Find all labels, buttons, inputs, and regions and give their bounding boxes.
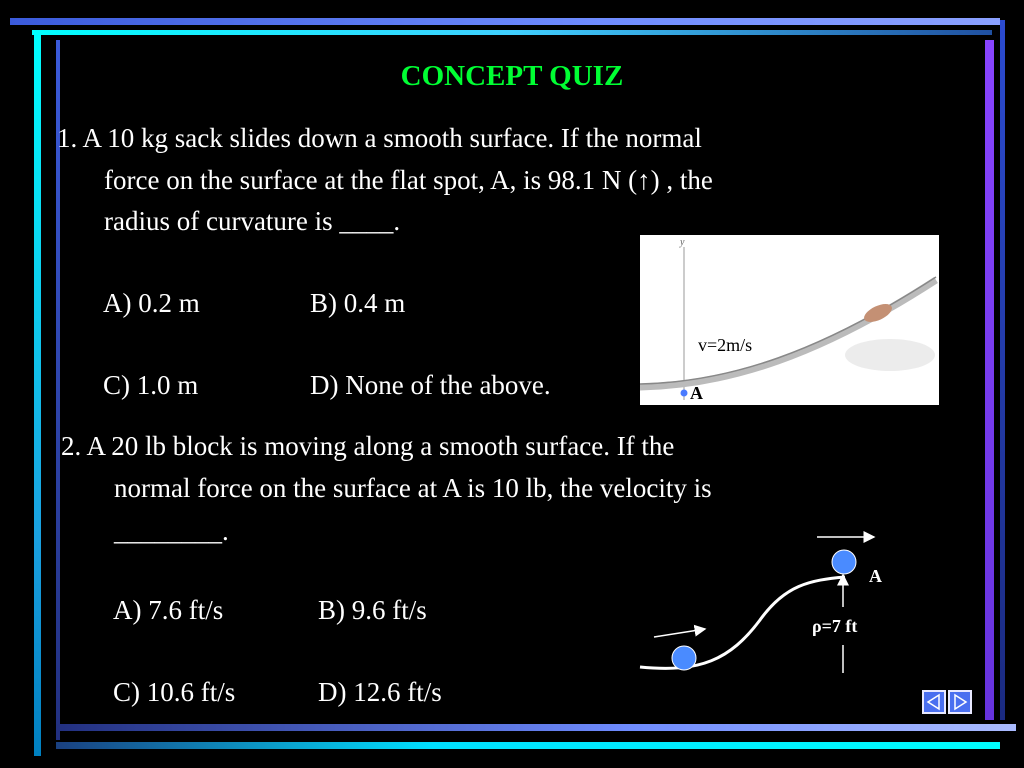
point-a-label: A [690, 383, 703, 403]
y-axis-label: y [680, 237, 685, 248]
q2-option-a: A) 7.6 ft/s [113, 595, 224, 625]
q2-line-2: normal force on the surface at A is 10 lb, the velocity is [114, 473, 712, 503]
point-a-marker [681, 390, 688, 397]
velocity-label: v=2m/s [698, 335, 753, 355]
frame-top-bar [10, 18, 1000, 25]
frame-bottom-inner-bar [56, 742, 1000, 749]
triangle-left-icon [924, 692, 944, 712]
prev-slide-button[interactable] [922, 690, 946, 714]
block-at-a [832, 550, 856, 574]
q2-line-3: ________. [114, 516, 229, 546]
q2-option-d: D) 12.6 ft/s [318, 677, 442, 707]
q2-line-1: 2. A 20 lb block is moving along a smooth surface. If the [61, 431, 675, 461]
point-a-label-2: A [869, 566, 882, 586]
q2-option-b: B) 9.6 ft/s [318, 595, 427, 625]
block-lower [672, 646, 696, 670]
next-slide-button[interactable] [948, 690, 972, 714]
q1-option-d: D) None of the above. [310, 370, 551, 400]
shadow-shape [845, 339, 935, 371]
q1-option-a: A) 0.2 m [103, 288, 200, 318]
frame-left-bar [34, 32, 41, 756]
q1-line-1: 1. A 10 kg sack slides down a smooth surface. If the normal [57, 123, 702, 153]
slide-title: CONCEPT QUIZ [400, 60, 624, 92]
q1-option-c: C) 1.0 m [103, 370, 199, 400]
frame-top-inner-bar [32, 30, 992, 35]
block-curve-figure [630, 525, 930, 685]
triangle-right-icon [950, 692, 970, 712]
frame-bottom-bar [56, 724, 1016, 731]
radius-label: ρ=7 ft [812, 616, 858, 636]
q1-option-b: B) 0.4 m [310, 288, 406, 318]
frame-right-bar [985, 40, 994, 720]
q1-line-3: radius of curvature is ____. [104, 206, 401, 236]
sack-slope-figure [640, 235, 939, 405]
velocity-arrow-lower [654, 629, 705, 637]
sack-slope-drawing [640, 235, 939, 405]
frame-right-outer-bar [1000, 20, 1005, 720]
q1-line-2: force on the surface at the flat spot, A, is 98.1 N (↑) , the [104, 165, 713, 195]
q2-option-c: C) 10.6 ft/s [113, 677, 236, 707]
